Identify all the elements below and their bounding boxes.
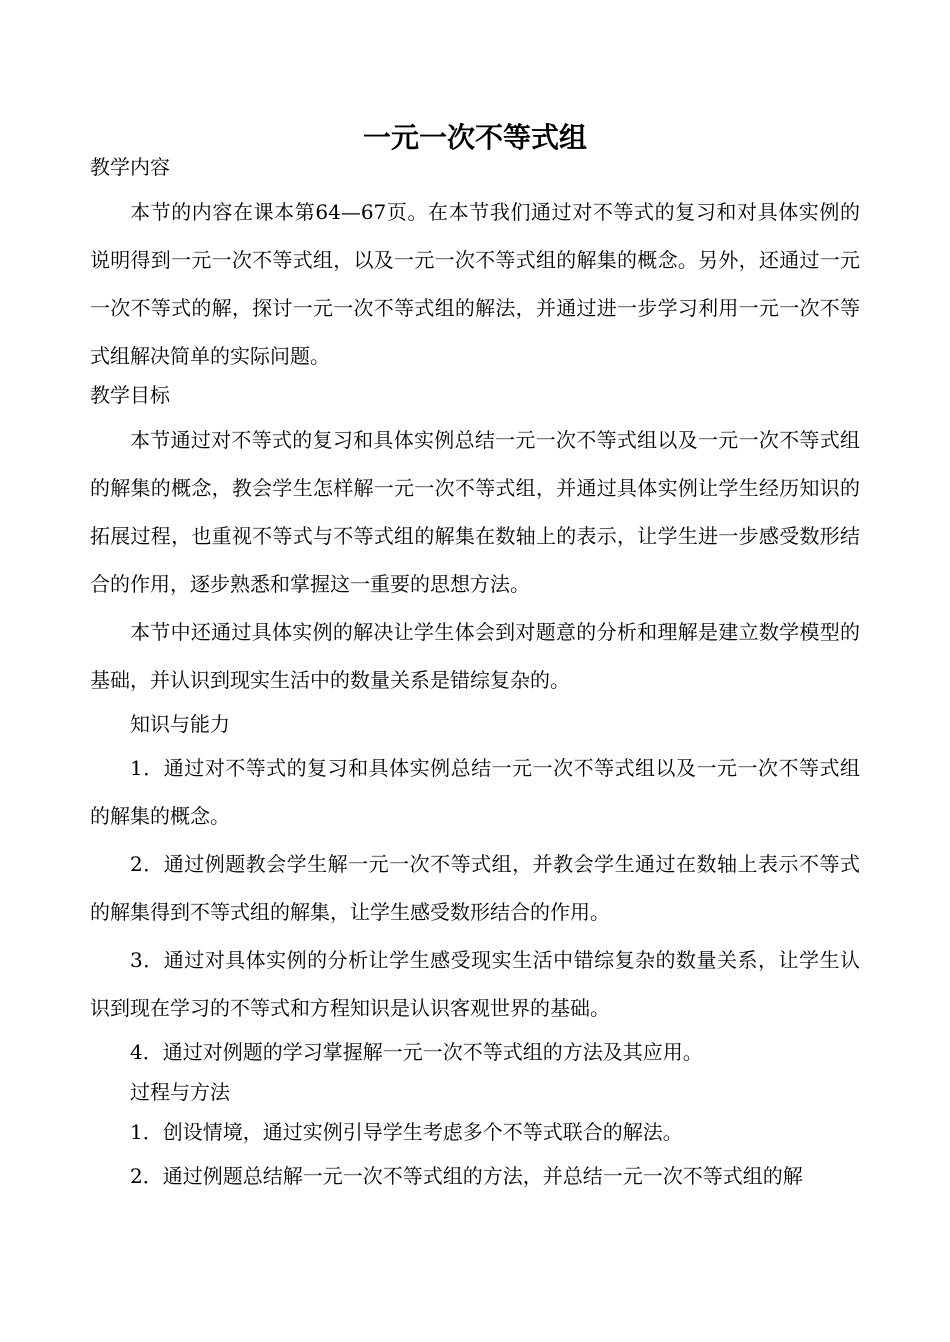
- document-title: 一元一次不等式组: [362, 121, 587, 154]
- knowledge-item-1: 1．通过对不等式的复习和具体实例总结一元一次不等式组以及一元一次不等式组的解集的概念。: [90, 756, 860, 828]
- process-item-1: 1．创设情境，通过实例引导学生考虑多个不等式联合的解法。: [130, 1120, 683, 1144]
- document-body: [90, 152, 860, 1200]
- knowledge-item-3: 3．通过对具体实例的分析让学生感受现实生活中错综复杂的数量关系，让学生认识到现在学习的不等式和方程知识是认识客观世界的基础。: [90, 948, 860, 1020]
- knowledge-item-2: 2．通过例题教会学生解一元一次不等式组，并教会学生通过在数轴上表示不等式的解集得到不等式组的解集，让学生感受数形结合的作用。: [90, 852, 860, 924]
- paragraph-teaching-goals-2: 本节中还通过具体实例的解决让学生体会到对题意的分析和理解是建立数学模型的基础，并认识到现实生活中的数量关系是错综复杂的。: [90, 620, 860, 692]
- knowledge-item-4: 4．通过对例题的学习掌握解一元一次不等式组的方法及其应用。: [130, 1040, 703, 1064]
- process-item-2: 2．通过例题总结解一元一次不等式组的方法，并总结一元一次不等式组的解: [130, 1164, 803, 1188]
- paragraph-teaching-goals-1: 本节通过对不等式的复习和具体实例总结一元一次不等式组以及一元一次不等式组的解集的概念，教会学生怎样解一元一次不等式组，并通过具体实例让学生经历知识的拓展过程，也重视不等式与不等式组的解集在数轴上的表示，让学生进一步感受数形结合的作用，逐步熟悉和掌握这一重要的思想方法。: [90, 428, 860, 596]
- heading-teaching-goals: 教学目标: [90, 383, 170, 407]
- paragraph-teaching-content: 本节的内容在课本第64—67页。在本节我们通过对不等式的复习和对具体实例的说明得到一元一次不等式组，以及一元一次不等式组的解集的概念。另外，还通过一元一次不等式的解，探讨一元一次不等式组的解法，并通过进一步学习利用一元一次不等式组解决简单的实际问题。: [90, 200, 860, 368]
- heading-knowledge-ability: 知识与能力: [130, 712, 230, 736]
- heading-process-method: 过程与方法: [130, 1080, 230, 1104]
- heading-teaching-content: 教学内容: [90, 155, 170, 179]
